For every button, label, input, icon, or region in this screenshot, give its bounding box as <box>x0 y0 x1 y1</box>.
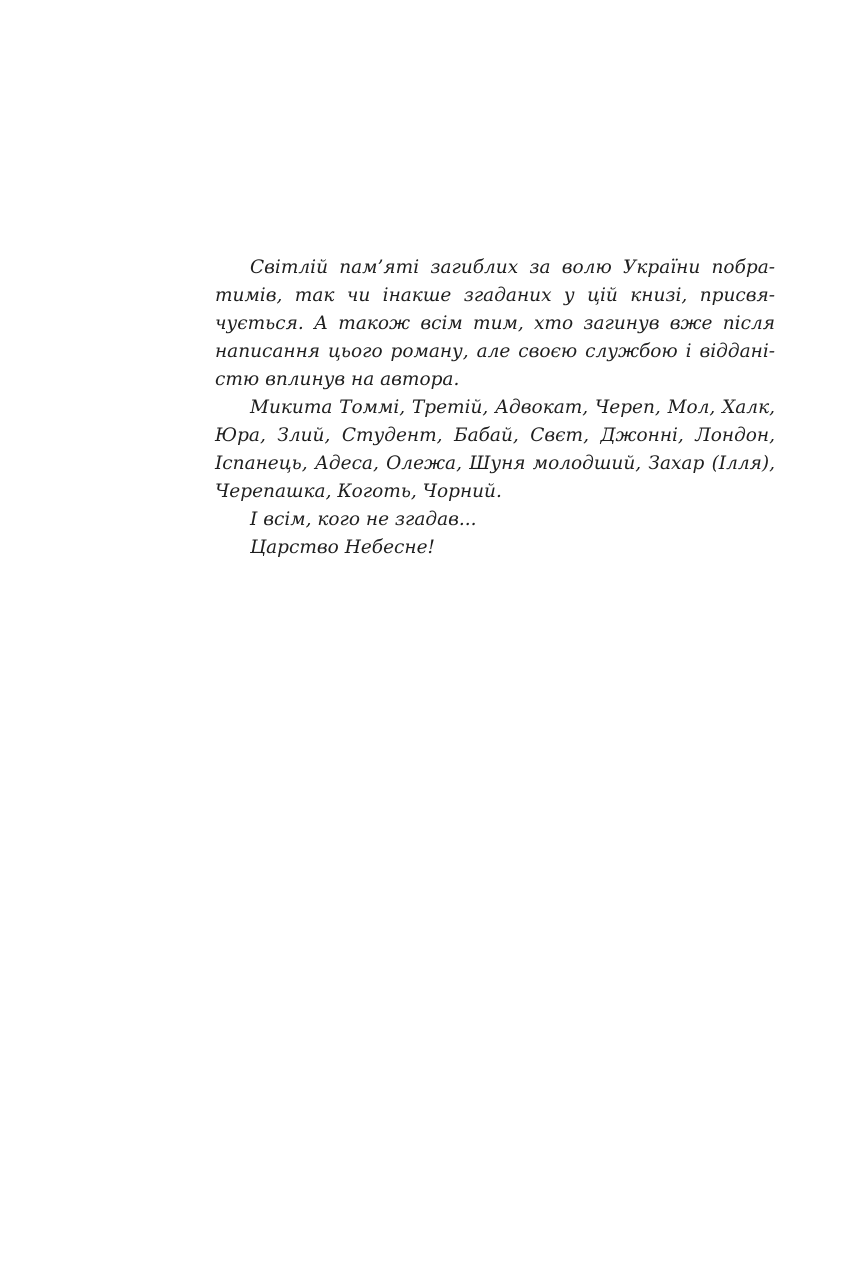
names-line: Микита Томмі, Третій, Адвокат, Череп, Мол, Халк, <box>250 397 775 418</box>
dedication-text <box>215 254 775 562</box>
names-line: Черепашка, Коготь, Чорний. <box>215 481 502 502</box>
dedication-line: чується. А також всім тим, хто загинув вже після <box>215 313 775 334</box>
dedication-line: Світлій пам’яті загиблих за волю України побра- <box>250 257 775 278</box>
names-line: Юра, Злий, Студент, Бабай, Свєт, Джонні, Лондон, <box>215 425 775 446</box>
names-line: Іспанець, Адеса, Олежа, Шуня молодший, Захар (Ілля), <box>215 453 775 474</box>
closing-line: Царство Небесне! <box>250 537 435 558</box>
dedication-line: стю вплинув на автора. <box>215 369 460 390</box>
dedication-line: тимів, так чи інакше згаданих у цій книзі, присвя- <box>215 285 775 306</box>
closing-line: І всім, кого не згадав... <box>250 509 477 530</box>
dedication-line: написання цього роману, але своєю службою і віддані- <box>215 341 775 362</box>
